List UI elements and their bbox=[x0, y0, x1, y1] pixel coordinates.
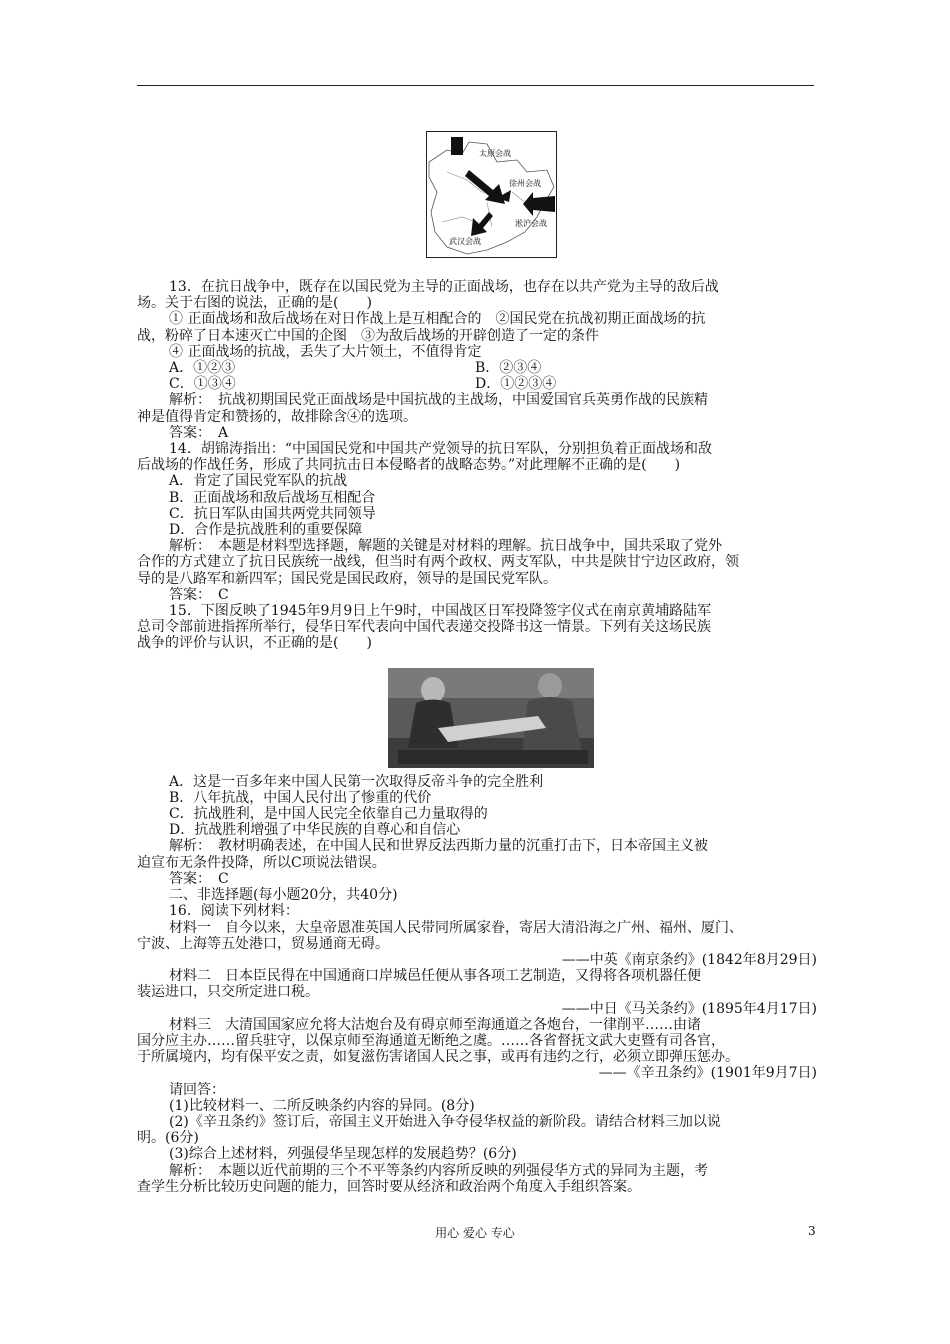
q14-option-d: D．合作是抗战胜利的重要保障 bbox=[169, 522, 363, 539]
arrow-shanghai bbox=[523, 192, 555, 216]
q14-option-b: B．正面战场和敌后战场互相配合 bbox=[169, 489, 376, 506]
q15-option-b: B．八年抗战，中国人民付出了惨重的代价 bbox=[169, 789, 432, 806]
q15-stem-line2: 总司令部前进指挥所举行，侵华日军代表向中国代表递交投降书这一情景。下列有关这场民族 bbox=[137, 619, 711, 636]
q13-analysis-line2: 神是值得肯定和赞扬的，故排除含④的选项。 bbox=[137, 408, 417, 425]
material2-source: ——中日《马关条约》(1895年4月17日) bbox=[561, 1000, 817, 1017]
q13-item-line1: ① 正面战场和敌后战场在对日作战上是互相配合的 ②国民党在抗战初期正面战场的抗 bbox=[169, 311, 706, 328]
q14-answer: 答案： C bbox=[169, 586, 229, 603]
q13-item-line3: ④ 正面战场的抗战，丢失了大片领土，不值得肯定 bbox=[169, 343, 482, 360]
header-rule bbox=[137, 85, 814, 86]
q15-analysis-line2: 迫宣布无条件投降，所以C项说法错误。 bbox=[137, 854, 386, 871]
q13-answer: 答案： A bbox=[169, 424, 229, 441]
q15-stem-line1: 15．下图反映了1945年9月9日上午9时，中国战区日军投降签字仪式在南京黄埔路陆军 bbox=[169, 603, 712, 620]
arrow-wuhan bbox=[471, 212, 493, 236]
material1-line1: 材料一 自今以来，大皇帝恩准英国人民带同所属家眷，寄居大清沿海之广州、福州、厦门、 bbox=[169, 919, 743, 936]
q13-option-a: A．①②③ bbox=[169, 360, 236, 377]
q13-option-c: C．①③④ bbox=[169, 376, 236, 393]
document-body bbox=[137, 279, 817, 1195]
battle-map-figure bbox=[426, 131, 557, 258]
map-label-songhu: 淞沪会战 bbox=[515, 219, 547, 228]
q15-option-c: C．抗战胜利，是中国人民完全依靠自己力量取得的 bbox=[169, 806, 488, 823]
question-2-line1: (2)《辛丑条约》签订后，帝国主义开始进入争夺侵华权益的新阶段。请结合材料三加以说 bbox=[169, 1113, 721, 1130]
material2-line1: 材料二 日本臣民得在中国通商口岸城邑任便从事各项工艺制造，又得将各项机器任便 bbox=[169, 968, 701, 985]
q13-option-b: B．②③④ bbox=[475, 360, 542, 377]
section-heading: 二、非选择题(每小题20分，共40分) bbox=[169, 887, 398, 904]
q15-option-d: D．抗战胜利增强了中华民族的自尊心和自信心 bbox=[169, 822, 461, 839]
q13-options-row1 bbox=[137, 360, 817, 376]
q16-analysis-line2: 查学生分析比较历史问题的能力，回答时要从经济和政治两个角度入手组织答案。 bbox=[137, 1178, 641, 1195]
q15-answer: 答案： C bbox=[169, 870, 229, 887]
q13-option-d: D．①②③④ bbox=[475, 376, 557, 393]
material3-line2: 国分应主办……留兵驻守，以保京师至海通道无断绝之虞。……各省督抚文武大吏暨有司各官， bbox=[137, 1032, 725, 1049]
q14-stem-line2: 后战场的作战任务，形成了共同抗击日本侵略者的战略态势。”对此理解不正确的是( ) bbox=[137, 457, 681, 474]
map-label-xuzhou: 徐州会战 bbox=[509, 179, 541, 188]
questions-prompt: 请回答： bbox=[169, 1081, 225, 1098]
q13-analysis-line1: 解析： 抗战初期国民党正面战场是中国抗战的主战场，中国爱国官兵英勇作战的民族精 bbox=[169, 392, 708, 409]
material1-line2: 宁波、上海等五处港口，贸易通商无碍。 bbox=[137, 935, 389, 952]
q14-analysis-line3: 导的是八路军和新四军；国民党是国民政府，领导的是国民党军队。 bbox=[137, 570, 557, 587]
q14-analysis-line2: 合作的方式建立了抗日民族统一战线，但当时有两个政权、两支军队，中共是陕甘宁边区政府，领 bbox=[137, 554, 739, 571]
arrow-north bbox=[451, 137, 463, 155]
question-2-line2: 明。(6分) bbox=[137, 1130, 199, 1147]
q14-option-c: C．抗日军队由国共两党共同领导 bbox=[169, 505, 376, 522]
material1-source: ——中英《南京条约》(1842年8月29日) bbox=[561, 951, 817, 968]
battle-map-svg bbox=[427, 132, 556, 257]
photo-spacer bbox=[137, 652, 817, 774]
q15-stem-line3: 战争的评价与认识，不正确的是( ) bbox=[137, 635, 372, 652]
map-label-taiyuan: 太原会战 bbox=[479, 149, 511, 158]
q14-stem-line1: 14．胡锦涛指出：“中国国民党和中国共产党领导的抗日军队，分别担负着正面战场和敌 bbox=[169, 441, 712, 458]
material3-line3: 于所属境内，均有保平安之责，如复滋伤害诸国人民之事，或再有违约之行，必须立即弹压惩办。 bbox=[137, 1049, 739, 1066]
q16-analysis-line1: 解析： 本题以近代前期的三个不平等条约内容所反映的列强侵华方式的异同为主题，考 bbox=[169, 1162, 708, 1179]
page-number: 3 bbox=[808, 1224, 816, 1238]
q13-item-line2: 战，粉碎了日本速灭亡中国的企图 ③为敌后战场的开辟创造了一定的条件 bbox=[137, 327, 599, 344]
q15-analysis-line1: 解析： 教材明确表述，在中国人民和世界反法西斯力量的沉重打击下，日本帝国主义被 bbox=[169, 838, 708, 855]
material3-source: ——《辛丑条约》(1901年9月7日) bbox=[598, 1065, 817, 1082]
q16-stem: 16．阅读下列材料： bbox=[169, 903, 299, 920]
q14-option-a: A．肯定了国民党军队的抗战 bbox=[169, 473, 348, 490]
arrow-xuzhou bbox=[465, 170, 505, 204]
q13-stem-line2: 场。关于右图的说法，正确的是( ) bbox=[137, 295, 372, 312]
q15-option-a: A．这是一百多年来中国人民第一次取得反帝斗争的完全胜利 bbox=[169, 773, 544, 790]
material2-line2: 装运进口，只交所定进口税。 bbox=[137, 984, 319, 1001]
question-3: (3)综合上述材料，列强侵华呈现怎样的发展趋势？(6分) bbox=[169, 1146, 517, 1163]
q13-options-row2 bbox=[137, 376, 817, 392]
q14-analysis-line1: 解析： 本题是材料型选择题，解题的关键是对材料的理解。抗日战争中，国共采取了党外 bbox=[169, 538, 722, 555]
question-1: (1)比较材料一、二所反映条约内容的异同。(8分) bbox=[169, 1097, 475, 1114]
footer-motto: 用心 爱心 专心 bbox=[435, 1226, 515, 1240]
map-label-wuhan: 武汉会战 bbox=[449, 237, 481, 246]
q13-stem-line1: 13．在抗日战争中，既存在以国民党为主导的正面战场，也存在以共产党为主导的敌后战 bbox=[169, 279, 719, 295]
material3-line1: 材料三 大清国国家应允将大沽炮台及有碍京师至海通道之各炮台，一律削平……由诸 bbox=[169, 1016, 701, 1033]
